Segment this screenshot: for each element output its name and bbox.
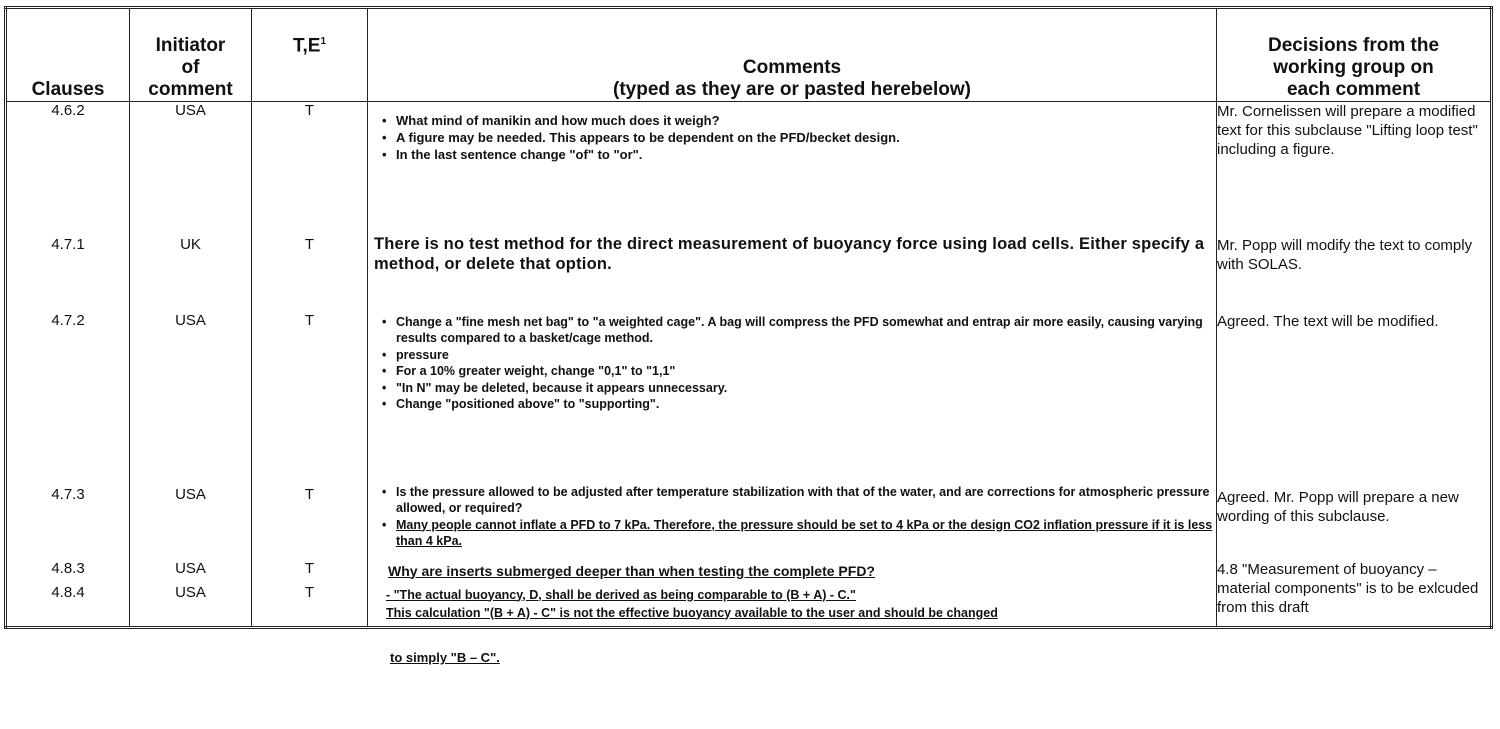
initiator-cell: USA: [130, 102, 252, 224]
comment-line: - "The actual buoyancy, D, shall be derived as being comparable to (B + A) - C.": [386, 587, 856, 602]
comment-item: • A figure may be needed. This appears to be dependent on the PFD/becket design.: [382, 129, 1216, 146]
comments-table: [4, 6, 1493, 629]
comment-item: • Is the pressure allowed to be adjusted after temperature stabilization with that of the water, and are corrections for atmospheric pressure allowed, or required?: [382, 484, 1216, 517]
header-row: [6, 8, 1492, 102]
te-cell: T: [252, 582, 368, 628]
table-row: [6, 102, 1492, 224]
comment-item: • For a 10% greater weight, change "0,1" to "1,1": [382, 363, 1216, 380]
table-row: [6, 310, 1492, 474]
header-te: $T,E^1$: [252, 8, 368, 102]
decision-cell: Mr. Popp will modify the text to comply with SOLAS.: [1217, 224, 1492, 310]
comment-text: There is no test method for the direct measurement of buoyancy force using load cells. Either specify a method, or delete that option.: [374, 234, 1205, 273]
te-cell: T: [252, 554, 368, 582]
comment-cell: [368, 554, 1217, 582]
header-clauses: Clauses: [6, 8, 130, 102]
initiator-cell: USA: [130, 474, 252, 554]
comment-cell: [368, 582, 1217, 628]
comment-line: This calculation "(B + A) - C" is not the effective buoyancy available to the user and should be changed: [386, 605, 998, 620]
initiator-cell: USA: [130, 310, 252, 474]
initiator-cell: USA: [130, 582, 252, 628]
header-comments: Comments (typed as they are or pasted herebelow): [368, 8, 1217, 102]
comment-item: • "In N" may be deleted, because it appears unnecessary.: [382, 380, 1216, 397]
comment-item: • Change a "fine mesh net bag" to "a weighted cage". A bag will compress the PFD somewhat and entrap air more easily, causing varying results compared to a basket/cage method.: [382, 314, 1216, 347]
clause-cell: 4.6.2: [6, 102, 130, 224]
clause-cell: 4.8.3: [6, 554, 130, 582]
initiator-cell: USA: [130, 554, 252, 582]
clause-cell: 4.7.3: [6, 474, 130, 554]
comment-item: • pressure: [382, 347, 1216, 364]
comment-item: • Many people cannot inflate a PFD to 7 kPa. Therefore, the pressure should be set to 4 kPa or the design CO2 inflation pressure if it is less than 4 kPa.: [382, 517, 1216, 550]
te-cell: T: [252, 102, 368, 224]
comment-cell: [368, 224, 1217, 310]
decision-cell: Mr. Cornelissen will prepare a modified text for this subclause "Lifting loop test" including a figure.: [1217, 102, 1492, 224]
clause-cell: 4.7.2: [6, 310, 130, 474]
table-row: [6, 474, 1492, 554]
decision-cell: 4.8 "Measurement of buoyancy – material components" is to be exlcuded from this draft: [1217, 554, 1492, 628]
decision-cell: Agreed. The text will be modified.: [1217, 310, 1492, 474]
initiator-cell: UK: [130, 224, 252, 310]
comment-item: • What mind of manikin and how much does it weigh?: [382, 112, 1216, 129]
te-cell: T: [252, 310, 368, 474]
comment-text: Why are inserts submerged deeper than when testing the complete PFD?: [388, 562, 875, 579]
te-cell: T: [252, 224, 368, 310]
table-row: [6, 224, 1492, 310]
clause-cell: 4.7.1: [6, 224, 130, 310]
te-cell: T: [252, 474, 368, 554]
overflow-comment-text: to simply "B – C".: [390, 650, 500, 665]
clause-cell: 4.8.4: [6, 582, 130, 628]
header-initiator: Initiator of comment: [130, 8, 252, 102]
comment-item: • Change "positioned above" to "supporting".: [382, 396, 1216, 413]
comment-cell: [368, 102, 1217, 224]
decision-cell: Agreed. Mr. Popp will prepare a new wording of this subclause.: [1217, 474, 1492, 554]
comment-cell: [368, 474, 1217, 554]
table-row: [6, 554, 1492, 582]
comment-item: • In the last sentence change "of" to "or".: [382, 146, 1216, 163]
comment-cell: [368, 310, 1217, 474]
header-decisions: Decisions from the working group on each comment: [1217, 8, 1492, 102]
